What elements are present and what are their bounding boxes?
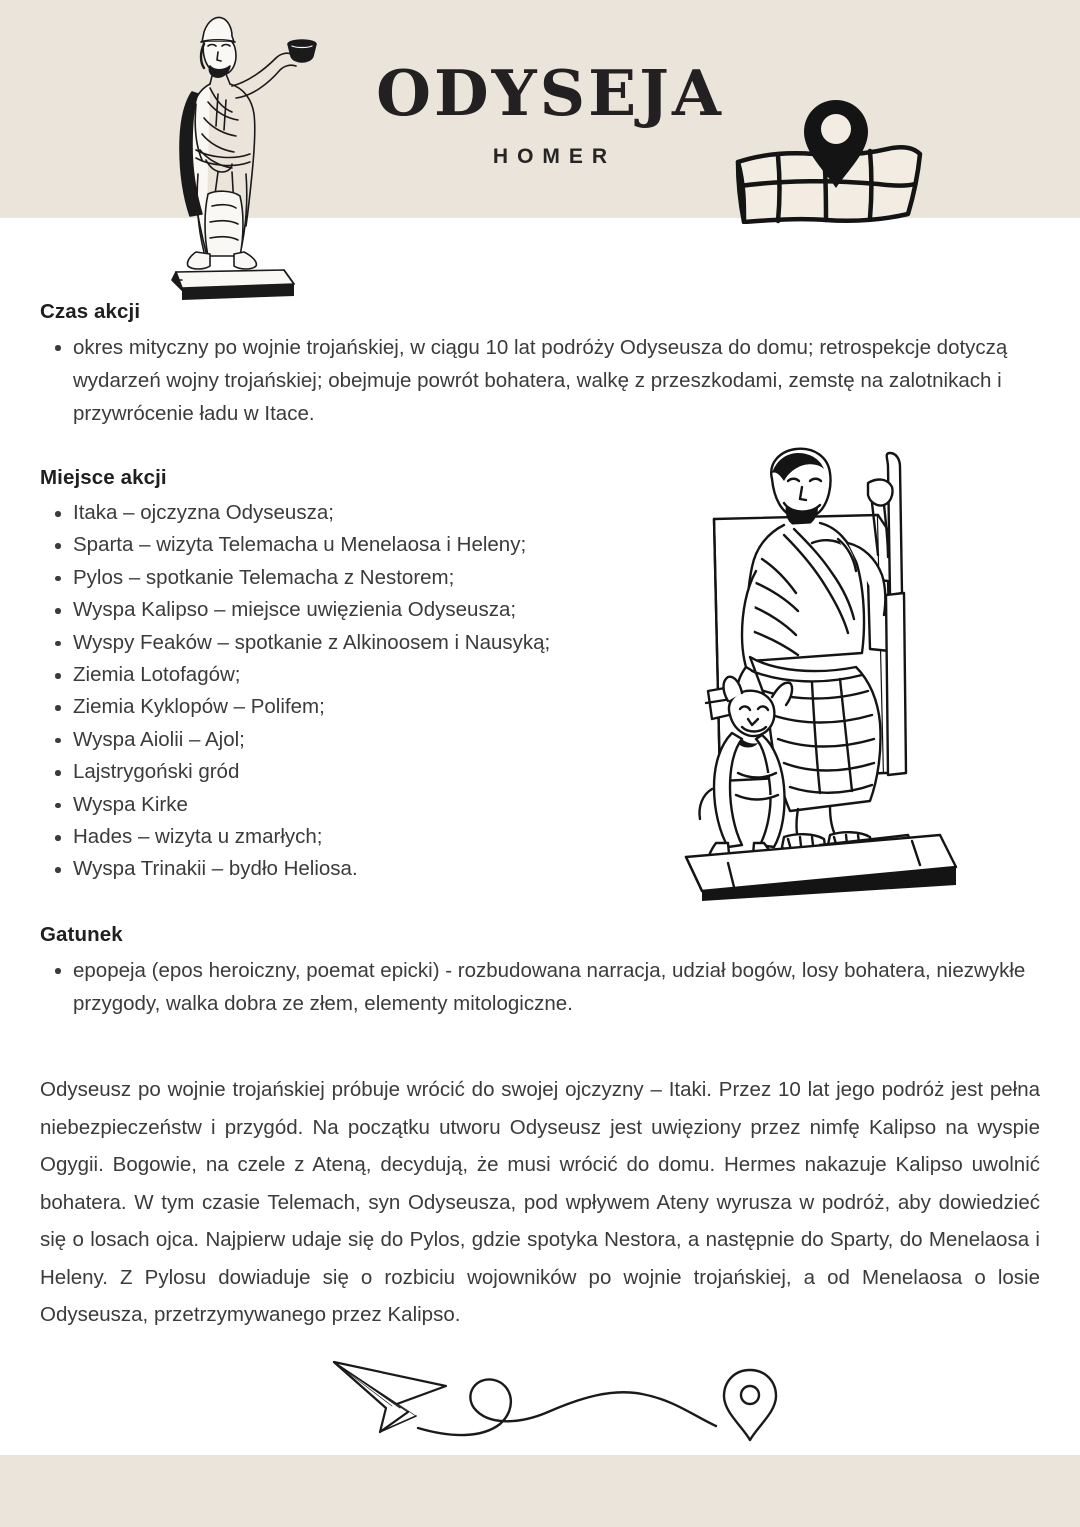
section-czas-akcji xyxy=(40,300,1040,430)
list-item: Wyspa Aiolii – Ajol; xyxy=(40,724,660,756)
list-item: Wyspa Kirke xyxy=(40,789,660,821)
list-item: Itaka – ojczyzna Odyseusza; xyxy=(40,497,660,529)
section-heading-miejsce-akcji: Miejsce akcji xyxy=(40,466,167,489)
list-item: Hades – wizyta u zmarłych; xyxy=(40,821,660,853)
list-item: okres mityczny po wojnie trojańskiej, w ciągu 10 lat podróży Odyseusza do domu; retrospekcje dotyczą wydarzeń wojny trojańskiej; obejmuje powrót bohatera, walkę z przeszkodami, zemstę na zalotnikach i przywrócenie ładu w Itace. xyxy=(40,331,1040,430)
summary-paragraph: Odyseusz po wojnie trojańskiej próbuje wrócić do swojej ojczyzny – Itaki. Przez 10 lat jego podróż jest pełna niebezpieczeństw i przygód. Na początku utworu Odyseusz jest uwięziony przez nimfę Kalipso na wyspie Ogygii. Bogowie, na czele z Ateną, decydują, że musi wrócić do domu. Hermes nakazuje Kalipso uwolnić bohatera. W tym czasie Telemach, syn Odyseusza, pod wpływem Ateny wyrusza w podróż, aby dowiedzieć się o losach ojca. Najpierw udaje się do Pylos, gdzie spotyka Nestora, a następnie do Sparty, do Menelaosa i Heleny. Z Pylosu dowiaduje się o rozbiciu wojowników po wojnie trojańskiej, a od Menelaosa o losie Odyseusza, przetrzymywanego przez Kalipso. xyxy=(40,1078,1040,1326)
footer-band xyxy=(0,1455,1080,1527)
section-heading-czas-akcji: Czas akcji xyxy=(40,300,141,323)
folded-map-with-pin-icon xyxy=(722,96,950,224)
list-item: Lajstrygoński gród xyxy=(40,756,660,788)
section-heading-gatunek: Gatunek xyxy=(40,923,123,946)
header-band xyxy=(0,0,1080,218)
list-item: Wyspa Trinakii – bydło Heliosa. xyxy=(40,853,660,885)
page-title: ODYSEJA xyxy=(376,56,724,130)
header-title-group xyxy=(340,56,760,169)
paper-plane-route-to-pin-icon xyxy=(312,1346,780,1456)
odysseus-statue-icon xyxy=(152,8,342,308)
section-miejsce-akcji xyxy=(40,466,660,886)
list-item: Pylos – spotkanie Telemacha z Nestorem; xyxy=(40,562,660,594)
list-item: Sparta – wizyta Telemacha u Menelaosa i Heleny; xyxy=(40,529,660,561)
list-item: Wyspa Kalipso – miejsce uwięzienia Odyseusza; xyxy=(40,594,660,626)
list-miejsce-akcji xyxy=(40,497,660,886)
seated-deity-with-cerberus-icon xyxy=(672,443,970,903)
list-gatunek xyxy=(40,954,1040,1020)
list-item: epopeja (epos heroiczny, poemat epicki) - rozbudowana narracja, udział bogów, losy bohatera, niezwykłe przygody, walka dobra ze złem, elementy mitologiczne. xyxy=(40,954,1040,1020)
page-author: HOMER xyxy=(492,145,617,168)
section-gatunek xyxy=(40,923,1040,1020)
list-item: Ziemia Kyklopów – Polifem; xyxy=(40,691,660,723)
list-item: Ziemia Lotofagów; xyxy=(40,659,660,691)
list-item: Wyspy Feaków – spotkanie z Alkinoosem i Nausyką; xyxy=(40,627,660,659)
list-czas-akcji xyxy=(40,331,1040,430)
